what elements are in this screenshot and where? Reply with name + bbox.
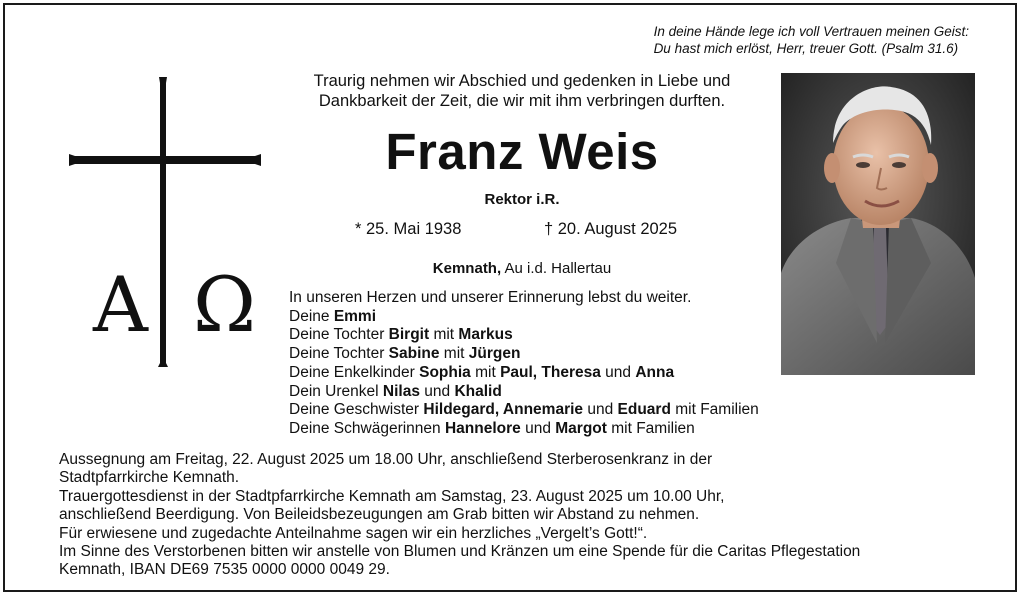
service-line-1: Aussegnung am Freitag, 22. August 2025 um 18.00 Uhr, anschließend Sterberosenkranz in der [59,451,713,468]
family-line-grandchildren: Deine Enkelkinder Sophia mit Paul, Theresa und Anna [289,363,675,381]
family-line-great-grandchildren: Dein Urenkel Nilas und Khalid [289,382,502,400]
cross-symbol-group [65,75,265,375]
family-line-daughter-2: Deine Tochter Sabine mit Jürgen [289,345,521,363]
family-line-wife: Deine Emmi [289,307,377,325]
family-line-siblings: Deine Geschwister Hildegard, Annemarie und Eduard mit Familien [289,401,759,419]
birth-date: * 25. Mai 1938 [355,220,462,238]
psalm-quote [654,23,969,57]
death-date: † 20. August 2025 [544,220,678,238]
psalm-line-2: Du hast mich erlöst, Herr, treuer Gott. (Psalm 31.6) [653,41,959,56]
service-line-7: Kemnath, IBAN DE69 7535 0000 0000 0049 29. [59,561,390,579]
service-line-2: Stadtpfarrkirche Kemnath. [59,469,240,487]
obituary-notice [3,3,1017,592]
omega-symbol: Ω [193,260,257,349]
family-line-sisters-in-law: Deine Schwägerinnen Hannelore und Margot mit Familien [289,419,695,437]
intro-line-2: Dankbarkeit der Zeit, die wir mit ihm verbringen durften. [318,92,726,110]
service-line-3: Trauergottesdienst in der Stadtpfarrkirche Kemnath am Samstag, 23. August 2025 um 10.00 Uhr, [59,487,725,505]
deceased-title: Rektor i.R. [484,191,560,208]
service-line-6: Im Sinne des Verstorbenen bitten wir anstelle von Blumen und Kränzen um eine Spende für die Caritas Pflegestation [59,543,861,561]
residence-rest: Au i.d. Hallertau [501,260,612,277]
intro-line-1: Traurig nehmen wir Abschied und gedenken in Liebe und [313,72,731,90]
alpha-symbol: A [93,260,148,349]
residence [267,260,777,277]
family-line-daughter-1: Deine Tochter Birgit mit Markus [289,326,513,344]
family-list [289,289,759,439]
psalm-line-1: In deine Hände lege ich voll Vertrauen meinen Geist: [653,24,969,39]
deceased-name: Franz Weis [385,123,659,180]
service-information [59,451,989,580]
intro-text [267,71,777,111]
portrait-image [781,73,975,375]
residence-town: Kemnath, [432,260,502,277]
family-intro: In unseren Herzen und unserer Erinnerung lebst du weiter. [289,289,692,306]
service-line-5: Für erwiesene und zugedachte Anteilnahme sagen wir ein herzliches „Vergelt’s Gott!“. [59,524,648,542]
portrait-photo [781,73,975,375]
service-line-4: anschließend Beerdigung. Von Beileidsbezeugungen am Grab bitten wir Abstand zu nehmen. [59,506,700,524]
